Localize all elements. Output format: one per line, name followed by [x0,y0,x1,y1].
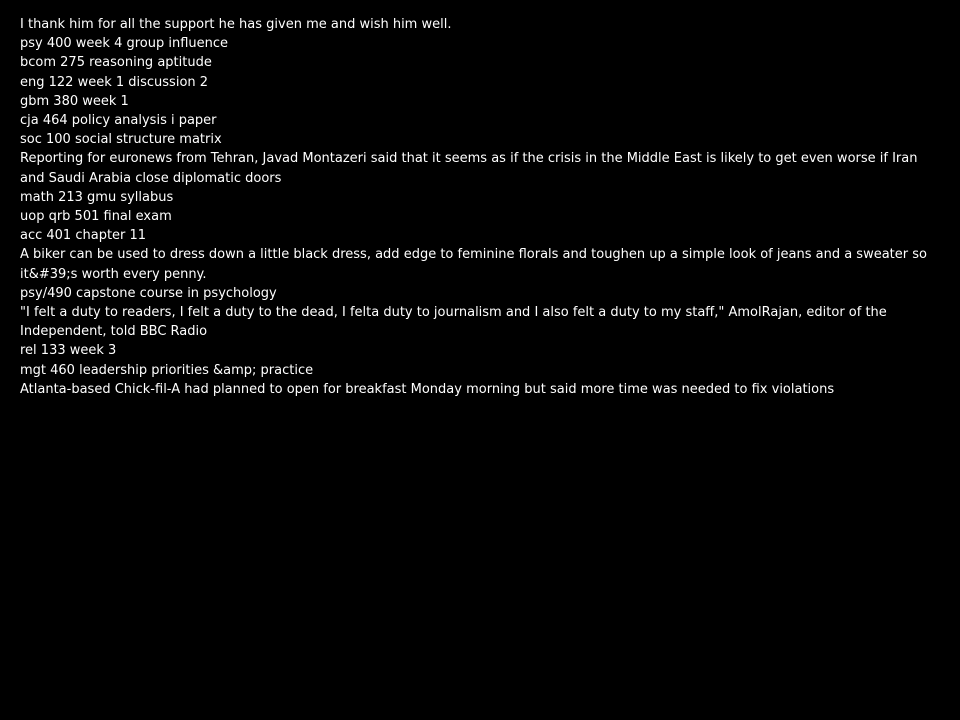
text-line: eng 122 week 1 discussion 2 [20,74,209,90]
text-line: Reporting for euronews from Tehran, Javad Montazeri said that it seems as if the crisis in the Middle East is likely to get even worse if Iran and Saudi Arabia close diplomatic doors [20,151,918,186]
text-line: acc 401 chapter 11 [20,228,147,244]
text-line: psy/490 capstone course in psychology [20,285,277,301]
text-line: bcom 275 reasoning aptitude [20,55,212,71]
text-line: gbm 380 week 1 [20,93,129,109]
text-line: A biker can be used to dress down a little black dress, add edge to feminine florals and toughen up a simple look of jeans and a sweater so it&#39;s worth every penny. [20,247,927,282]
text-line: "I felt a duty to readers, I felt a duty to the dead, I felta duty to journalism and I also felt a duty to my staff," AmolRajan, editor of the Independent, told BBC Radio [20,305,887,340]
text-line: psy 400 week 4 group influence [20,36,229,52]
text-line: I thank him for all the support he has given me and wish him well. [20,17,452,32]
text-line: uop qrb 501 final exam [20,209,172,225]
text-line: rel 133 week 3 [20,343,117,359]
text-list [20,15,940,399]
text-line: math 213 gmu syllabus [20,189,174,205]
text-line: soc 100 social structure matrix [20,132,222,148]
text-line: cja 464 policy analysis i paper [20,113,217,129]
text-line: mgt 460 leadership priorities &amp; practice [20,362,314,378]
text-line: Atlanta-based Chick-fil-A had planned to open for breakfast Monday morning but said more time was needed to fix violations [20,381,835,397]
